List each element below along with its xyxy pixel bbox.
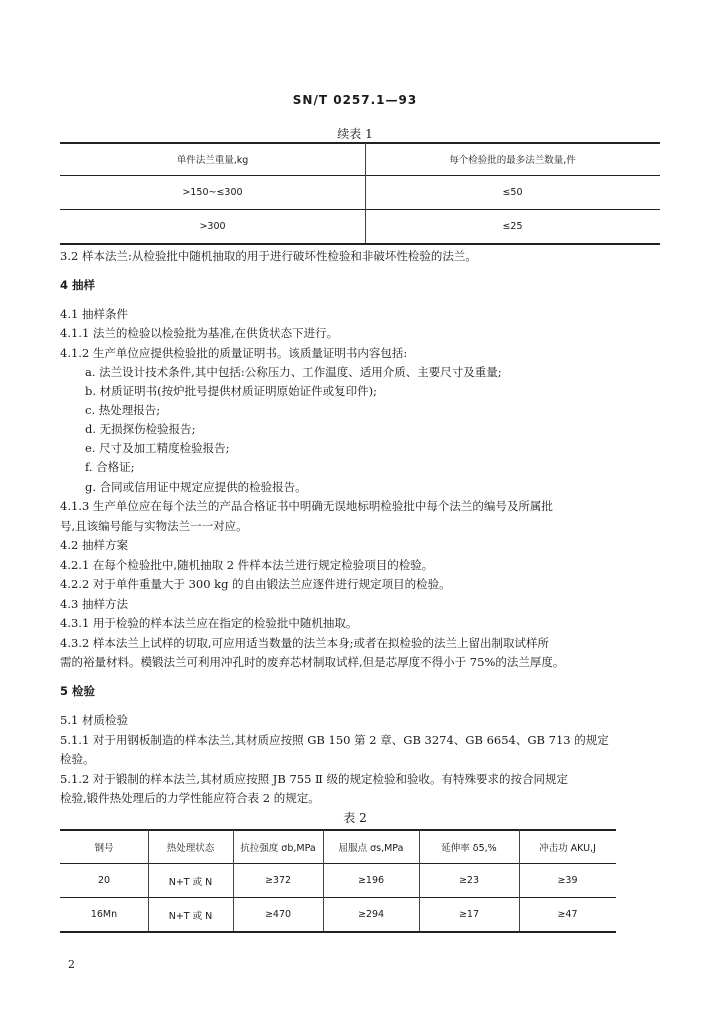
standard-code-header: SN/T 0257.1—93: [292, 93, 418, 107]
clause-4-3-1: 4.3.1 用于检验的样本法兰应在指定的检验批中随机抽取。: [60, 616, 358, 630]
clause-4-2: 4.2 抽样方案: [60, 538, 128, 552]
table2-row1-heat-treatment: N+T 或 N: [168, 876, 213, 888]
table2-divider-5: [519, 830, 520, 931]
table2-divider-3: [323, 830, 324, 931]
clause-4-3: 4.3 抽样方法: [60, 597, 128, 611]
table2-header-grade: 钢号: [94, 842, 114, 854]
clause-4-1: 4.1 抽样条件: [60, 307, 128, 321]
table1-bottom-rule: [60, 243, 660, 245]
table2-header-yield-point: 屈服点 σs,MPa: [338, 842, 404, 854]
section-5-title: 5 检验: [60, 684, 96, 698]
table1-row1-weight: >150~≤300: [182, 187, 243, 198]
table2-row2-elongation: ≥17: [458, 909, 480, 920]
clause-4-3-2: 4.3.2 样本法兰上试样的切取,可应用适当数量的法兰本身;或者在拟检验的法兰上留出制取试样所: [60, 636, 549, 650]
table2-header-elongation: 延伸率 δ5,%: [441, 842, 497, 854]
clause-5-1-1-cont: 检验。: [60, 752, 95, 766]
table1-column-divider: [365, 143, 366, 243]
table2-row2-tensile-strength: ≥470: [264, 909, 292, 920]
list-item-d: d. 无损探伤检验报告;: [85, 422, 196, 436]
list-item-f: f. 合格证;: [85, 460, 135, 474]
section-4-title: 4 抽样: [60, 278, 96, 292]
table2-header-heat-treatment: 热处理状态: [166, 842, 215, 854]
clause-4-1-2: 4.1.2 生产单位应提供检验批的质量证明书。该质量证明书内容包括:: [60, 346, 408, 360]
table2-header-impact-energy: 冲击功 AKU,J: [539, 842, 596, 854]
table2-row1-impact-energy: ≥39: [557, 875, 578, 886]
list-item-g: g. 合同或信用证中规定应提供的检验报告。: [85, 480, 307, 494]
table2-row1-elongation: ≥23: [458, 875, 480, 886]
table2-divider-1: [148, 830, 149, 931]
list-item-e: e. 尺寸及加工精度检验报告;: [85, 441, 230, 455]
page-number: 2: [68, 958, 75, 971]
table1-header-weight: 单件法兰重量,kg: [176, 155, 249, 166]
table2-row2-yield-point: ≥294: [357, 909, 385, 920]
clause-5-1-2-cont: 检验,锻件热处理后的力学性能应符合表 2 的规定。: [60, 791, 320, 805]
table2-header-tensile-strength: 抗拉强度 σb,MPa: [240, 842, 316, 854]
table1-header-count: 每个检验批的最多法兰数量,件: [449, 155, 576, 166]
table1-row2-count: ≤25: [502, 221, 523, 232]
table2-divider-4: [419, 830, 420, 931]
table2-row2-impact-energy: ≥47: [557, 909, 578, 920]
table2-row1-grade: 20: [97, 875, 111, 886]
table2-bottom-rule: [60, 931, 616, 933]
clause-4-2-2: 4.2.2 对于单件重量大于 300 kg 的自由锻法兰应逐件进行规定项目的检验。: [60, 577, 451, 591]
table2-caption: 表 2: [343, 811, 367, 825]
table1-row2-weight: >300: [199, 221, 226, 232]
table2-divider-2: [233, 830, 234, 931]
clause-4-2-1: 4.2.1 在每个检验批中,随机抽取 2 件样本法兰进行规定检验项目的检验。: [60, 558, 434, 572]
list-item-a: a. 法兰设计技术条件,其中包括:公称压力、工作温度、适用介质、主要尺寸及重量;: [85, 365, 502, 379]
clause-5-1-2: 5.1.2 对于锻制的样本法兰,其材质应按照 JB 755 Ⅱ 级的规定检验和验收。有特殊要求的按合同规定: [60, 772, 569, 786]
table2-row1-tensile-strength: ≥372: [264, 875, 292, 886]
table1-row1-count: ≤50: [502, 187, 523, 198]
table1-caption: 续表 1: [337, 127, 373, 141]
clause-3-2: 3.2 样本法兰:从检验批中随机抽取的用于进行破坏性检验和非破坏性检验的法兰。: [60, 249, 477, 263]
list-item-c: c. 热处理报告;: [85, 403, 161, 417]
clause-4-1-1: 4.1.1 法兰的检验以检验批为基准,在供货状态下进行。: [60, 326, 339, 340]
table2-row2-heat-treatment: N+T 或 N: [168, 910, 213, 922]
table2-row1-yield-point: ≥196: [357, 875, 385, 886]
table2-row2-grade: 16Mn: [90, 909, 118, 920]
clause-4-1-3: 4.1.3 生产单位应在每个法兰的产品合格证书中明确无误地标明检验批中每个法兰的编号及所属批: [60, 499, 553, 513]
clause-5-1-1: 5.1.1 对于用钢板制造的样本法兰,其材质应按照 GB 150 第 2 章、GB 3274、GB 6654、GB 713 的规定: [60, 733, 609, 747]
clause-4-1-3-cont: 号,且该编号能与实物法兰一一对应。: [60, 519, 248, 533]
clause-5-1: 5.1 材质检验: [60, 713, 128, 727]
clause-4-3-2-cont: 需的裕量材料。模锻法兰可利用冲孔时的废弃芯材制取试样,但是芯厚度不得小于 75%的法兰厚度。: [60, 655, 565, 669]
list-item-b: b. 材质证明书(按炉批号提供材质证明原始证件或复印件);: [85, 384, 378, 398]
